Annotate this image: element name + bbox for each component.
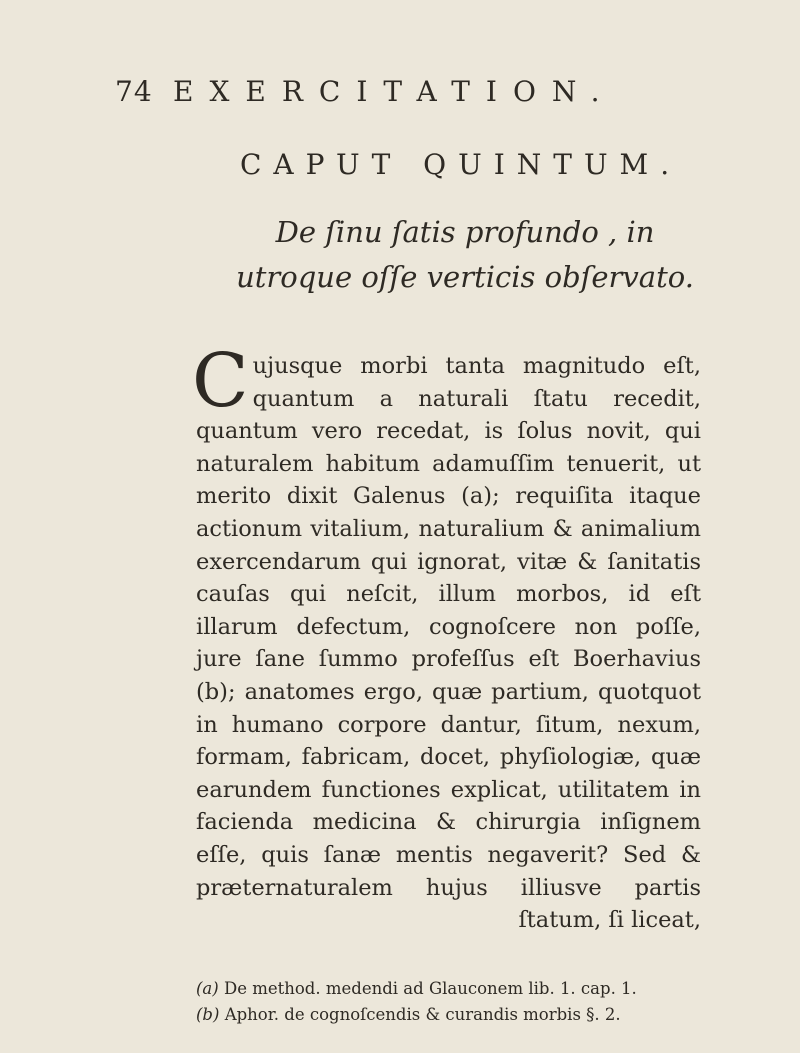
footnote-mark: (b): [196, 1005, 220, 1024]
drop-cap: C: [192, 338, 249, 424]
chapter-title: CAPUT QUINTUM.: [240, 148, 682, 181]
footnotes: [196, 976, 706, 1028]
footnote-b: [196, 1002, 706, 1028]
chapter-subtitle: De ſinu ſatis profundo , in utroque oſſe verticis obſervato.: [236, 215, 694, 294]
footnote-text: Aphor. de cognoſcendis & curandis morbis §. 2.: [224, 1005, 621, 1024]
body-text: ujusque morbi tanta magnitudo eſt, quantum a naturali ſtatu recedit, quantum vero recedat, is ſolus novit, qui naturalem habitum adamuſſim tenuerit, ut merito dixit Galenus (a); requiſita itaque actionum vitalium, naturalium & animalium exercendarum qui ignorat, vitæ & ſanitatis cauſas qui neſcit, illum morbos, id eſt illarum defectum, cognoſcere non poſſe, jure ſane ſummo profeſſus eſt Boerhavius (b); anatomes ergo, quæ partium, quotquot in humano corpore dantur, ſitum, nexum, formam, fabricam, docet, phyſiologiæ, quæ earundem functiones explicat, utilitatem in facienda medicina & chirurgia inſignem eſſe, quis ſanæ mentis negaverit? Sed & præternaturalem hujus illiusve partis ſtatum, ſi liceat,: [196, 353, 701, 934]
footnote-a: [196, 976, 706, 1002]
page-header: [115, 75, 715, 115]
running-head: EXERCITATION.: [173, 75, 616, 108]
footnote-text: De method. medendi ad Glauconem lib. 1. cap. 1.: [223, 979, 637, 998]
body-paragraph: [192, 338, 701, 937]
page-number: 74: [115, 75, 153, 108]
footnote-mark: (a): [196, 979, 219, 998]
